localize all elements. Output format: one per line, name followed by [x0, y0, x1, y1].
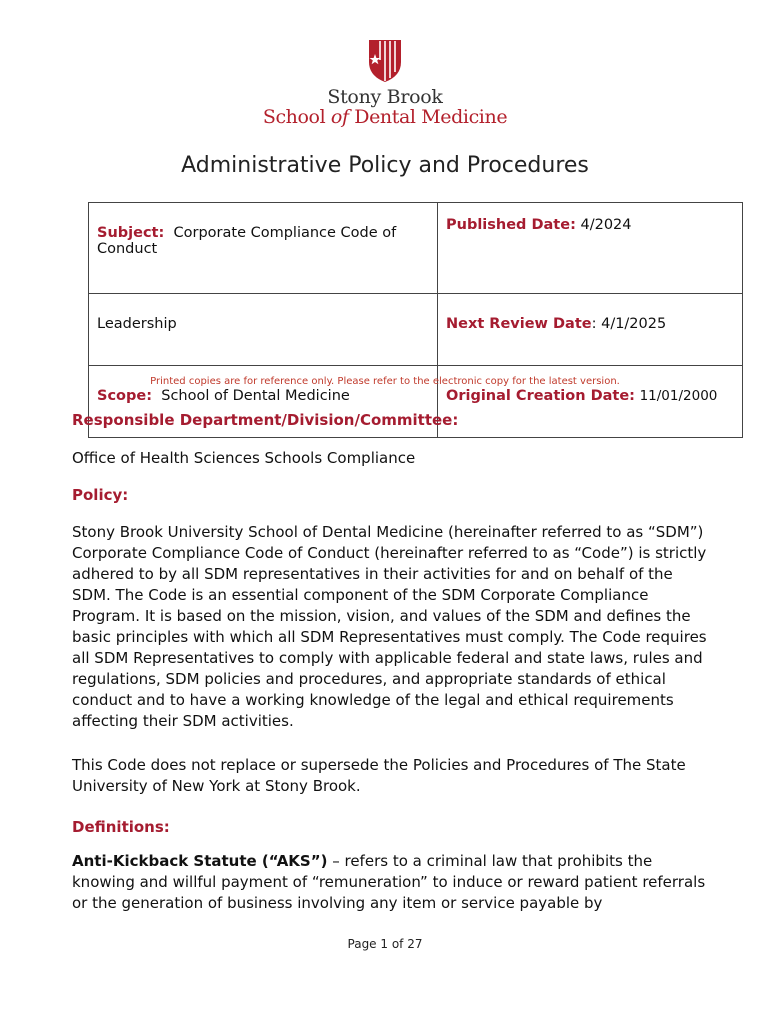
published-date-value: 4/2024	[580, 217, 632, 233]
definition-aks	[72, 851, 712, 914]
aks-term: Anti-Kickback Statute (“AKS”)	[72, 852, 328, 870]
page-number: Page 1 of 27	[347, 937, 423, 951]
published-date-label: Published Date:	[446, 217, 576, 233]
printed-copies-note: Printed copies are for reference only. Please refer to the electronic copy for the latest version.	[150, 376, 620, 387]
logo-text-stony-brook: Stony Brook	[327, 86, 443, 108]
responsible-text: Office of Health Sciences Schools Compliance	[72, 449, 416, 467]
policy-paragraph-1: Stony Brook University School of Dental Medicine (hereinafter referred to as “SDM”) Corporate Compliance Code of Conduct (hereinafter referred to as “Code”) is strictly adhered to by all SDM representatives in their activities for and on behalf of the SDM. The Code is an essential component of the SDM Corporate Compliance Program. It is based on the mission, vision, and values of the SDM and defines the basic principles with which all SDM Representatives must comply. The Code requires all SDM Representatives to comply with applicable federal and state laws, rules and regulations, SDM policies and procedures, and appropriate standards of ethical conduct and to have a working knowledge of the legal and ethical requirements affecting their SDM activities.	[72, 523, 707, 730]
school-logo	[0, 38, 770, 128]
subject-label: Subject:	[97, 225, 165, 241]
policy-paragraph-2: This Code does not replace or supersede the Policies and Procedures of The State University of New York at Stony Brook.	[72, 756, 686, 795]
next-review-value: : 4/1/2025	[591, 316, 667, 332]
creation-date-value: 11/01/2000	[639, 388, 718, 404]
next-review-label: Next Review Date	[446, 316, 592, 332]
published-date-cell	[438, 203, 743, 294]
aks-text: – refers to a criminal law that prohibits the knowing and willful payment of “remuneration” to induce or reward patient referrals or the generation of business involving any item or service payable by	[72, 852, 706, 912]
responsible-heading: Responsible Department/Division/Committee:	[72, 411, 459, 429]
stony-brook-shield-icon	[367, 38, 403, 84]
logo-text-school: School of Dental Medicine	[262, 106, 508, 128]
definitions-heading: Definitions:	[72, 818, 170, 836]
policy-heading: Policy:	[72, 486, 129, 504]
subject-cell	[89, 203, 438, 294]
policy-info-table	[88, 202, 743, 438]
creation-date-label: Original Creation Date:	[446, 388, 635, 404]
page-title: Administrative Policy and Procedures	[181, 153, 589, 178]
leadership-text: Leadership	[97, 316, 177, 332]
next-review-cell	[438, 294, 743, 366]
scope-value: School of Dental Medicine	[161, 388, 350, 404]
scope-label: Scope:	[97, 388, 153, 404]
subject-value: Corporate Compliance Code of Conduct	[97, 225, 397, 257]
leadership-cell	[89, 294, 438, 366]
